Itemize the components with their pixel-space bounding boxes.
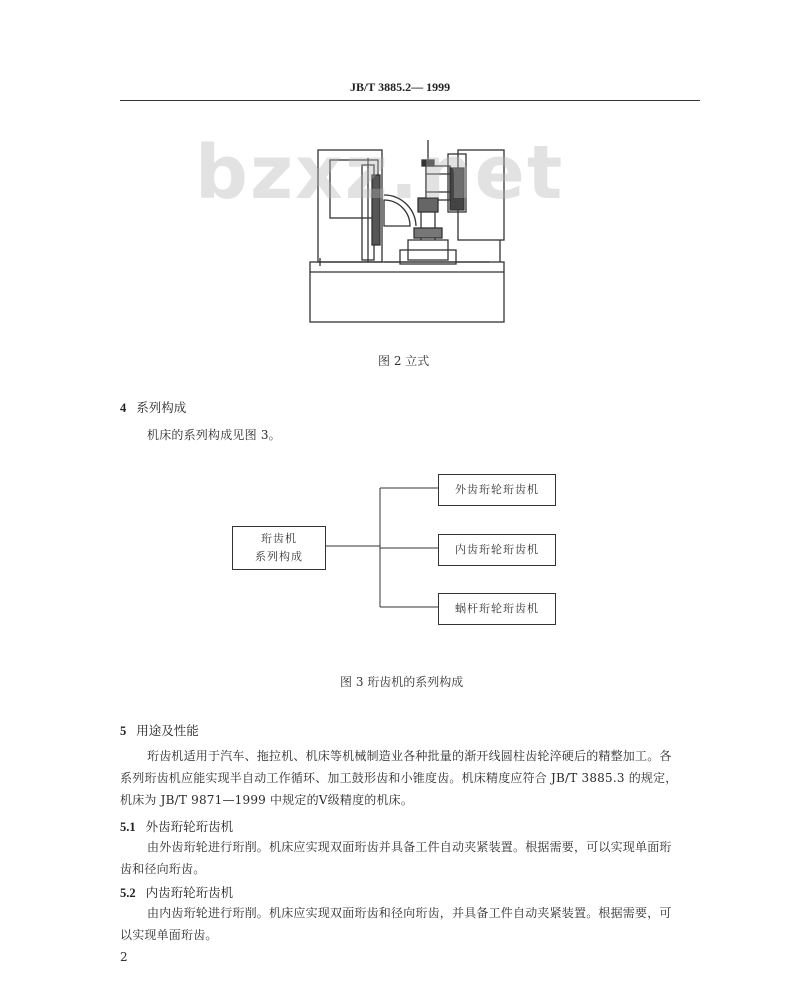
section5-2-paragraph bbox=[120, 902, 710, 946]
section5-1-line: 由外齿珩轮进行珩削。机床应实现双面珩齿并具备工件自动夹紧装置。根据需要，可以实现单面珩 bbox=[147, 840, 672, 854]
figure2-caption: 图 2 立式 bbox=[378, 354, 430, 368]
section5-2-line: 以实现单面珩齿。 bbox=[120, 928, 218, 942]
section4-number: 4 bbox=[120, 401, 127, 415]
section5-2-number: 5.2 bbox=[120, 886, 136, 900]
figure3-caption: 图 3 珩齿机的系列构成 bbox=[340, 675, 464, 689]
watermark: bzxz.net bbox=[195, 130, 565, 216]
branch-external-gear-box: 外齿珩轮珩齿机 bbox=[438, 474, 556, 506]
section5-1-line: 齿和径向珩齿。 bbox=[120, 862, 206, 876]
section5-2-title: 内齿珩轮珩齿机 bbox=[145, 885, 234, 900]
page-number: 2 bbox=[120, 950, 128, 964]
section5-line: 机床为 JB/T 9871—1999 中规定的Ⅴ级精度的机床。 bbox=[120, 793, 414, 807]
section5-paragraph bbox=[120, 745, 710, 811]
section5-heading bbox=[120, 721, 199, 739]
section5-number: 5 bbox=[120, 724, 127, 738]
branch-internal-gear-box: 内齿珩轮珩齿机 bbox=[438, 534, 556, 566]
section5-2-line: 由内齿珩轮进行珩削。机床应实现双面珩齿和径向珩齿，并具备工件自动夹紧装置。根据需要，可 bbox=[147, 906, 672, 920]
section5-1-heading bbox=[120, 817, 233, 835]
section5-2-heading bbox=[120, 883, 233, 901]
series-root-label-line1: 珩齿机 bbox=[261, 532, 297, 545]
section5-line: 系列珩齿机应能实现半自动工作循环、加工鼓形齿和小锥度齿。机床精度应符合 JB/T 3885.3 的规定， bbox=[120, 771, 678, 785]
section5-1-paragraph bbox=[120, 836, 710, 880]
section4-text: 机床的系列构成见图 3。 bbox=[147, 428, 281, 442]
section5-title: 用途及性能 bbox=[136, 723, 199, 738]
branch-worm-box: 蜗杆珩轮珩齿机 bbox=[438, 593, 556, 625]
section5-1-number: 5.1 bbox=[120, 820, 136, 834]
section4-heading bbox=[120, 398, 186, 416]
standard-number-header: JB/T 3885.2— 1999 bbox=[349, 80, 451, 94]
section4-title: 系列构成 bbox=[136, 400, 187, 415]
series-root-label-line2: 系列构成 bbox=[255, 550, 303, 563]
header-rule bbox=[120, 100, 700, 101]
section5-line: 珩齿机适用于汽车、拖拉机、机床等机械制造业各种批量的渐开线圆柱齿轮淬硬后的精整加工。各 bbox=[147, 749, 672, 763]
section5-1-title: 外齿珩轮珩齿机 bbox=[145, 819, 234, 834]
series-root-box bbox=[232, 526, 326, 570]
